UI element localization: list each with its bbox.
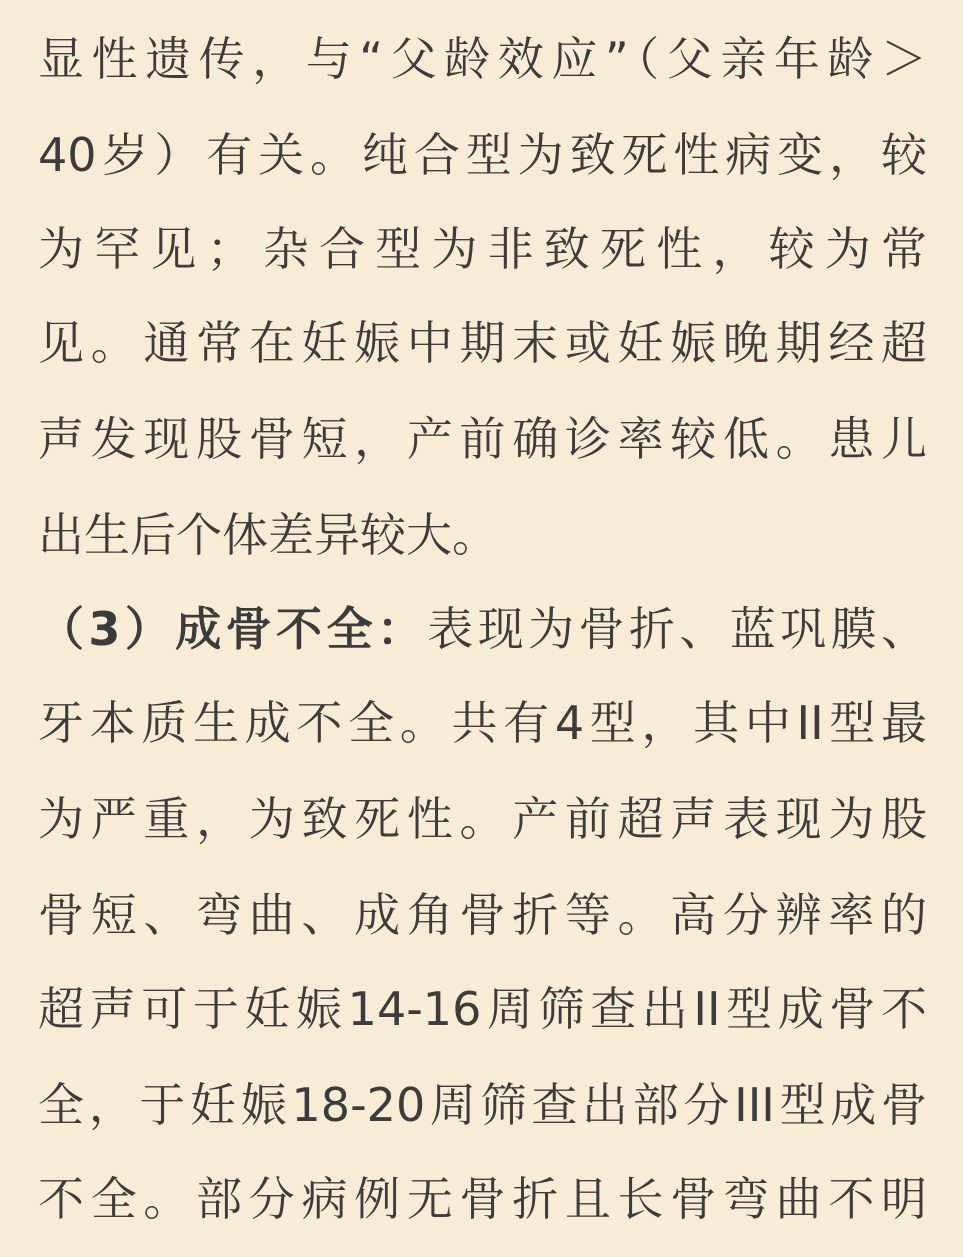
text-line: 40岁）有关。纯合型为致死性病变，较: [38, 128, 927, 182]
text-line: 出生后个体差异较大。: [38, 508, 498, 562]
text-line: 超声可于妊娠14-16周筛查出II型成骨不: [38, 982, 927, 1036]
text-line: 为严重，为致死性。产前超声表现为股: [38, 792, 927, 846]
text-line: 为罕见；杂合型为非致死性，较为常: [38, 222, 927, 276]
text-line: 不全。部分病例无骨折且长骨弯曲不明: [38, 1172, 927, 1226]
section-heading: （3）成骨不全：: [38, 602, 428, 656]
text-line: 骨短、弯曲、成角骨折等。高分辨率的: [38, 888, 927, 942]
text-line: 牙本质生成不全。共有4型，其中II型最: [38, 696, 927, 750]
text-line: 声发现股骨短，产前确诊率较低。患儿: [38, 412, 927, 466]
text-line: 见。通常在妊娠中期末或妊娠晚期经超: [38, 316, 927, 370]
text-line: 显性遗传，与“父龄效应”（父亲年龄＞: [38, 32, 927, 86]
text-span: 表现为骨折、蓝巩膜、: [427, 602, 927, 656]
paragraph-first-line: [38, 598, 927, 660]
text-line: 全，于妊娠18-20周筛查出部分III型成骨: [38, 1078, 927, 1132]
